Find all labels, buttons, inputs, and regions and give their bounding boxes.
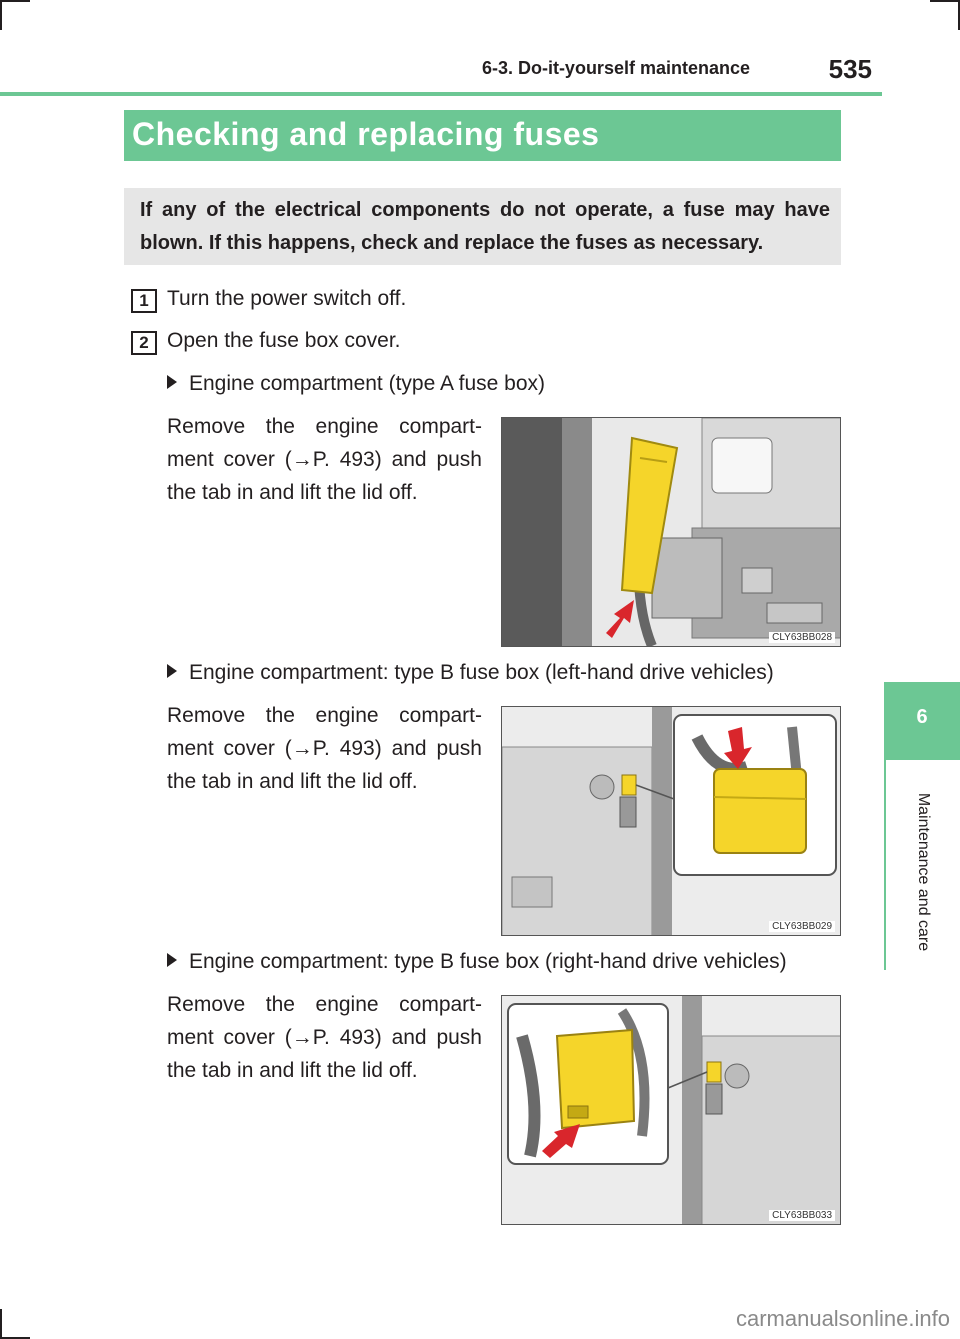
header-rule xyxy=(0,92,882,96)
figure-code: CLY63BB029 xyxy=(769,921,835,932)
crop-mark xyxy=(0,0,2,30)
instruction-text: Remove the engine compart-ment cover (→P. 493) and push the tab in and lift the lid off. xyxy=(167,993,482,1082)
page-number: 535 xyxy=(828,54,872,84)
figure-fuse-box-b-lhd xyxy=(501,706,841,936)
instruction-text: Remove the engine compart-ment cover (→P. 493) and push the tab in and lift the lid off. xyxy=(167,704,482,793)
figure-fuse-box-b-rhd xyxy=(501,995,841,1225)
subsection-heading xyxy=(167,372,545,396)
step-number: 1 xyxy=(131,289,157,313)
title-bar xyxy=(124,110,841,161)
figure-code: CLY63BB028 xyxy=(769,632,835,643)
step-number: 2 xyxy=(131,331,157,355)
engine-bay-illustration xyxy=(502,996,841,1225)
subsection-heading xyxy=(167,661,774,685)
figure-code: CLY63BB033 xyxy=(769,1210,835,1221)
engine-bay-illustration xyxy=(502,707,841,936)
watermark: carmanualsonline.info xyxy=(735,1306,950,1331)
page-title: Checking and replacing fuses xyxy=(132,116,600,152)
chapter-label: Maintenance and care xyxy=(915,792,932,952)
step-text: Turn the power switch off. xyxy=(167,287,407,310)
figure-fuse-box-a xyxy=(501,417,841,647)
subsection-heading-text: Engine compartment: type B fuse box (right-hand drive vehicles) xyxy=(189,950,787,973)
intro-text: If any of the electrical components do not operate, a fuse may have blown. If this happens, check and replace the fuses as necessary. xyxy=(140,199,830,254)
crop-mark xyxy=(0,0,30,2)
chapter-tab: 6 xyxy=(884,682,960,760)
instruction-text: Remove the engine compart-ment cover (→P. 493) and push the tab in and lift the lid off. xyxy=(167,415,482,504)
chapter-tab-rule xyxy=(884,760,886,970)
step-text: Open the fuse box cover. xyxy=(167,329,401,352)
crop-mark xyxy=(930,0,960,2)
triangle-bullet-icon xyxy=(167,953,177,967)
subsection-heading xyxy=(167,950,787,974)
crop-mark xyxy=(0,1309,2,1339)
subsection-heading-text: Engine compartment: type B fuse box (left-hand drive vehicles) xyxy=(189,661,774,684)
subsection-heading-text: Engine compartment (type A fuse box) xyxy=(189,372,546,395)
engine-bay-illustration xyxy=(502,418,841,647)
triangle-bullet-icon xyxy=(167,664,177,678)
section-title: 6-3. Do-it-yourself maintenance xyxy=(481,58,750,78)
intro-box xyxy=(124,188,841,265)
triangle-bullet-icon xyxy=(167,375,177,389)
